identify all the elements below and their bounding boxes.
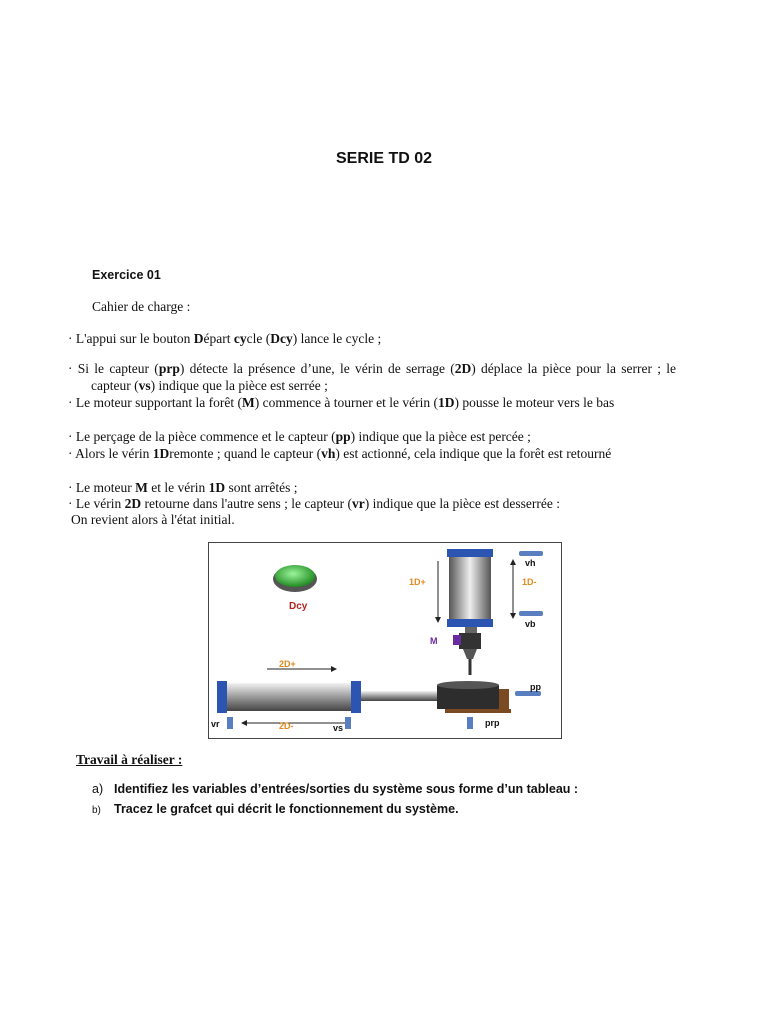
spec-text: retourne dans l'autre sens ; le capteur ( [141, 496, 352, 511]
spec-variable: M [241, 395, 255, 410]
spec-item [68, 394, 676, 411]
cahier-heading: Cahier de charge : [92, 299, 191, 314]
bullet-marker: · [68, 496, 73, 511]
spec-variable: Dcy [270, 331, 293, 346]
bullet-marker: · [68, 361, 73, 376]
chuck [463, 649, 477, 659]
bullet-marker: · [68, 331, 73, 346]
sensor-prp [467, 717, 473, 729]
bullet-marker: · [68, 429, 73, 444]
bullet-marker: · [68, 480, 73, 495]
spec-variable: cy [233, 331, 247, 346]
label-pp: pp [530, 682, 541, 692]
spec-item [68, 360, 676, 394]
spec-text: ) détecte la présence d’une, le vérin de serrage ( [179, 361, 455, 376]
task-b [92, 802, 459, 816]
spec-text: Le moteur [75, 480, 136, 495]
spec-text: ) commence à tourner et le vérin ( [254, 395, 438, 410]
label-2d-plus: 2D+ [279, 659, 296, 669]
system-diagram [209, 543, 561, 738]
drilling-system-figure [208, 542, 562, 739]
page-title: SERIE TD 02 [335, 150, 433, 167]
spec-text: ) indique que la pièce est percée ; [350, 429, 531, 444]
spec-text: Si le capteur ( [77, 361, 159, 376]
spec-text: Le vérin [75, 496, 125, 511]
label-vs: vs [333, 723, 344, 733]
spec-variable: vs [138, 378, 151, 393]
work-heading: Travail à réaliser : [76, 752, 183, 767]
spec-variable: 1D [152, 446, 170, 461]
spec-text: ) indique que la pièce est serrée ; [150, 378, 328, 393]
exercise-heading: Exercice 01 [92, 268, 161, 282]
cylinder-1d-cap-top [447, 549, 493, 557]
cylinder-2d-cap-left [217, 681, 227, 713]
cylinder-1d-body [449, 557, 491, 619]
bullet-marker: · [68, 446, 73, 461]
spec-text: Alors le vérin [75, 446, 153, 461]
spec-text: L'appui sur le bouton [75, 331, 194, 346]
cylinder-2d-rod [361, 691, 437, 701]
label-vr: vr [211, 719, 220, 729]
dcy-label: Dcy [289, 601, 308, 612]
spec-variable: pp [335, 429, 351, 444]
spec-text: ) est actionné, cela indique que la forêt est retourné [335, 446, 612, 461]
spec-item [68, 445, 676, 462]
spec-text: cle ( [246, 331, 271, 346]
task-a-text: Identifiez les variables d’entrées/sorties du système sous forme d’un tableau : [114, 782, 579, 796]
label-1d-minus: 1D- [522, 577, 537, 587]
spec-text: remonte ; quand le capteur ( [169, 446, 322, 461]
spec-item [68, 479, 676, 496]
spec-text: ) pousse le moteur vers le bas [454, 395, 615, 410]
spec-item [68, 495, 676, 512]
task-b-marker: b) [92, 805, 101, 816]
spec-text: ) indique que la pièce est desserrée : [364, 496, 561, 511]
spec-item [68, 330, 676, 347]
spec-text: et le vérin [147, 480, 209, 495]
spec-text: ) déplace la pièce pour la serrer ; le capteur ( [91, 361, 677, 393]
label-vh: vh [525, 558, 536, 568]
bullet-marker: · [68, 395, 73, 410]
task-a-marker: a) [92, 782, 104, 796]
spec-variable: 2D [124, 496, 142, 511]
label-m: M [430, 636, 438, 646]
task-a [92, 782, 578, 796]
task-b-text: Tracez le grafcet qui décrit le fonctionnement du système. [114, 802, 459, 816]
return-statement: On revient alors à l'état initial. [71, 512, 235, 527]
spec-item [68, 428, 676, 445]
spec-variable: prp [158, 361, 180, 376]
spec-variable: M [135, 480, 148, 495]
spec-text: Le perçage de la pièce commence et le capteur ( [75, 429, 336, 444]
label-prp: prp [485, 718, 500, 728]
cylinder-2d-cap-right [351, 681, 361, 713]
wood-stop [499, 689, 509, 713]
spec-variable: vr [351, 496, 365, 511]
spec-variable: 1D [208, 480, 226, 495]
label-vb: vb [525, 619, 536, 629]
sensor-vh [519, 551, 543, 556]
spec-variable: vh [321, 446, 336, 461]
spec-variable: 1D [438, 395, 455, 410]
sensor-vb [519, 611, 543, 616]
motor-m [459, 633, 481, 649]
spec-variable: 2D [454, 361, 472, 376]
sensor-vr [227, 717, 233, 729]
spec-text: sont arrêtés ; [225, 480, 298, 495]
spec-text: épart [203, 331, 234, 346]
spec-text: ) lance le cycle ; [292, 331, 382, 346]
label-1d-plus: 1D+ [409, 577, 426, 587]
cylinder-2d-body [227, 683, 351, 711]
cylinder-1d-cap-bottom [447, 619, 493, 627]
dcy-button [275, 565, 315, 587]
spec-variable: D [193, 331, 204, 346]
sensor-vs [345, 717, 351, 729]
spec-text: Le moteur supportant la forêt ( [75, 395, 242, 410]
label-2d-minus: 2D- [279, 721, 294, 731]
